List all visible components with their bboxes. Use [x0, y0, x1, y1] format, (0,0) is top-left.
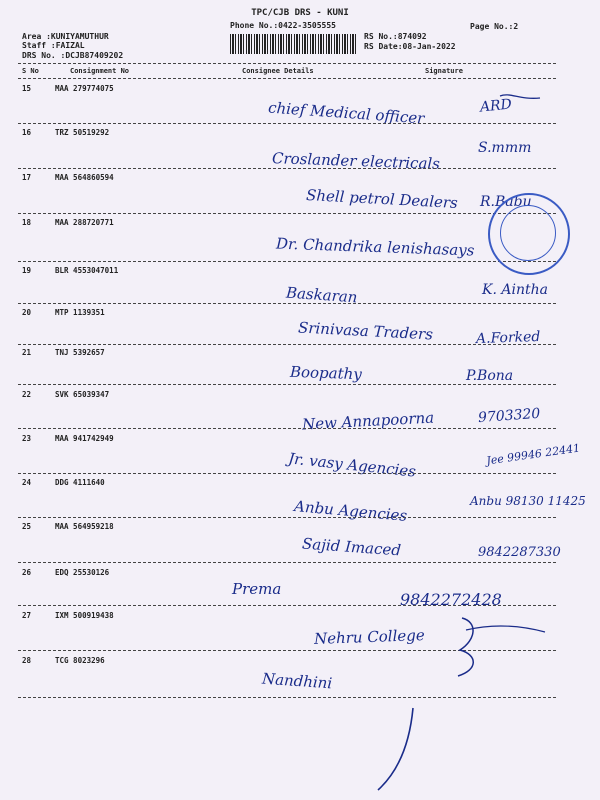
row-sno: 19	[22, 266, 32, 275]
row-consignment: TNJ 5392657	[55, 348, 105, 357]
document-title: TPC/CJB DRS - KUNI	[251, 8, 349, 18]
consignee-handwriting: Baskaran	[285, 283, 359, 307]
row-sno: 25	[22, 522, 32, 531]
row-consignment: TCG 8023296	[55, 656, 105, 665]
column-signature: Signature	[425, 67, 463, 75]
rs-date: RS Date:08-Jan-2022	[364, 42, 456, 51]
row-sno: 20	[22, 308, 32, 317]
row-consignment: IXM 500919438	[55, 611, 114, 620]
signature-handwriting: R.Babu	[480, 194, 532, 210]
row-sno: 22	[22, 390, 32, 399]
signature-handwriting: 9842287330	[478, 545, 561, 560]
row-sno: 27	[22, 611, 32, 620]
row-consignment: EDQ 25530126	[55, 568, 110, 577]
staff: Staff :FAIZAL	[22, 41, 85, 50]
row-sno: 16	[22, 128, 32, 137]
consignee-handwriting: Dr. Chandrika lenishasays	[275, 234, 475, 260]
signature-handwriting: Jee 99946 22441	[485, 441, 581, 468]
row-sno: 18	[22, 218, 32, 227]
row-sno: 15	[22, 84, 32, 93]
column-consignment: Consignment No	[70, 67, 130, 75]
row-consignment: MAA 279774075	[55, 84, 114, 93]
signature-handwriting: Anbu 98130 11425	[470, 494, 586, 508]
row-sno: 28	[22, 656, 32, 665]
consignee-handwriting: Sajid Imaced	[301, 534, 402, 560]
signature-handwriting: P.Bona	[466, 368, 514, 384]
consignee-handwriting: Nehru College	[313, 626, 426, 648]
row-consignment: DDG 4111640	[55, 478, 105, 487]
signature-handwriting: 9842272428	[400, 590, 502, 609]
consignee-handwriting: Nandhini	[261, 669, 333, 693]
row-consignment: MAA 941742949	[55, 434, 114, 443]
row-consignment: TRZ 50519292	[55, 128, 110, 137]
signature-handwriting: A.Forked	[475, 328, 541, 348]
row-consignment: BLR 4553047011	[55, 266, 119, 275]
consignee-handwriting: Boopathy	[289, 362, 363, 384]
area: Area :KUNIYAMUTHUR	[22, 32, 109, 41]
row-sno: 17	[22, 173, 32, 182]
column-consignee: Consignee Details	[242, 67, 314, 75]
consignee-handwriting: Prema	[232, 580, 282, 598]
row-sno: 26	[22, 568, 32, 577]
signature-handwriting: 9703320	[477, 405, 541, 427]
rs-number: RS No.:874092	[364, 32, 427, 41]
row-sno: 23	[22, 434, 32, 443]
signature-handwriting: K. Aintha	[482, 282, 548, 298]
row-sno: 21	[22, 348, 32, 357]
consignee-handwriting: Srinivasa Traders	[297, 318, 434, 344]
page-number: Page No.:2	[470, 22, 519, 31]
consignee-handwriting: Anbu Agencies	[293, 497, 408, 525]
signature-handwriting: S.mmm	[478, 140, 532, 156]
row-consignment: MAA 288720771	[55, 218, 114, 227]
row-consignment: MAA 564860594	[55, 173, 114, 182]
row-consignment: MTP 1139351	[55, 308, 105, 317]
signature-handwriting: ARD	[479, 96, 513, 116]
consignee-handwriting: Croslander electricals	[271, 149, 441, 173]
consignee-handwriting: Shell petrol Dealers	[305, 186, 459, 212]
row-sno: 24	[22, 478, 32, 487]
phone-number: Phone No.:0422-3505555	[230, 21, 336, 30]
consignee-handwriting: chief Medical officer	[267, 98, 425, 128]
drs-number: DRS No. :DCJB87409202	[22, 51, 124, 60]
row-consignment: MAA 564959218	[55, 522, 114, 531]
row-consignment: SVK 65039347	[55, 390, 110, 399]
consignee-handwriting: New Annapoorna	[301, 408, 435, 434]
column-sno: S No	[22, 67, 39, 75]
consignee-handwriting: Jr. vasy Agencies	[287, 449, 417, 481]
